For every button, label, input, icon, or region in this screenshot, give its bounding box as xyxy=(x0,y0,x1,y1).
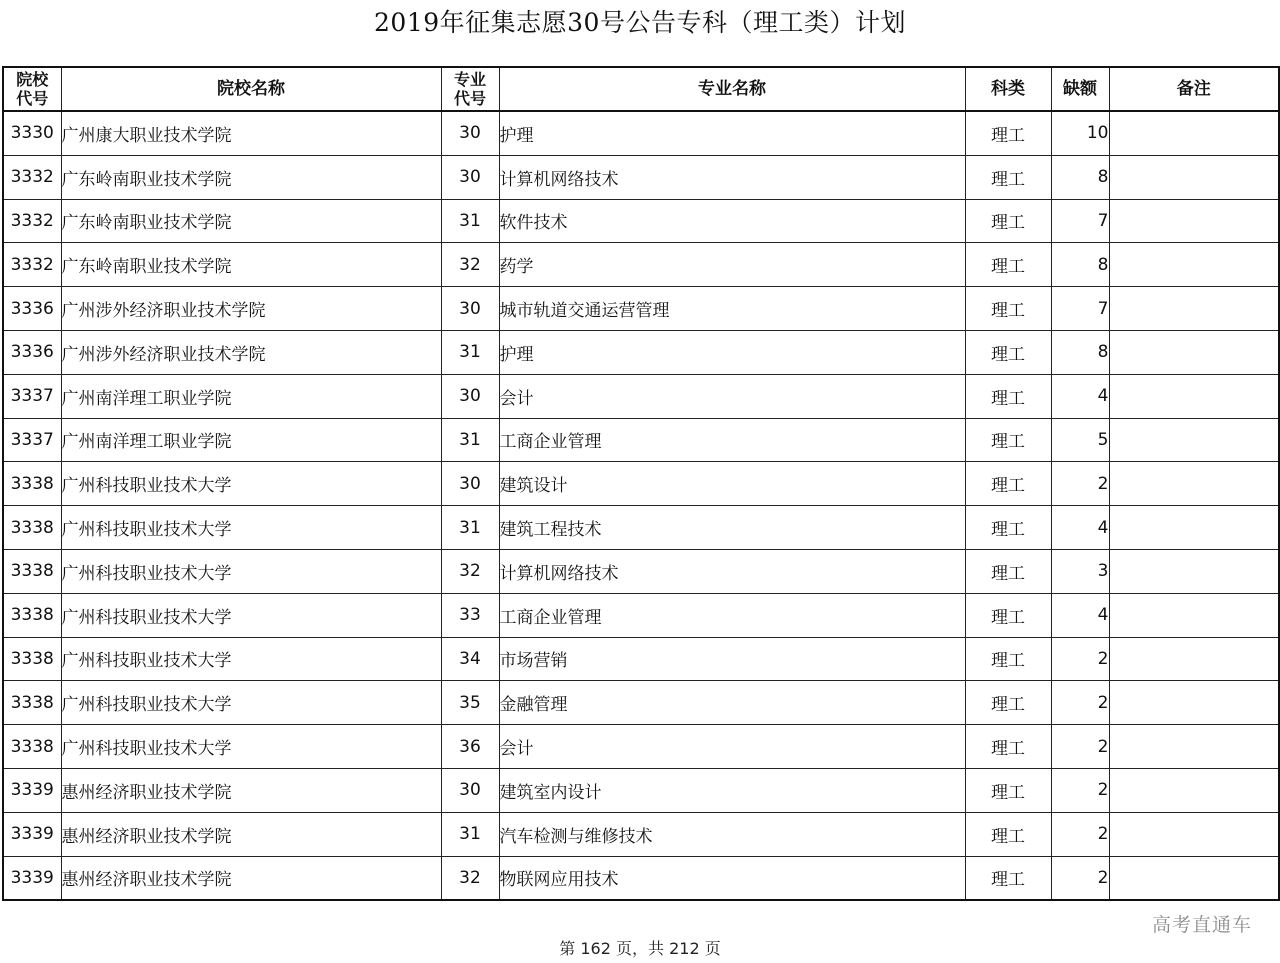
cell-category: 理工 xyxy=(965,506,1051,550)
cell-note xyxy=(1109,681,1279,725)
cell-quota: 2 xyxy=(1051,768,1109,812)
cell-school-name: 广东岭南职业技术学院 xyxy=(61,155,441,199)
cell-school-code: 3339 xyxy=(3,856,61,900)
cell-category: 理工 xyxy=(965,768,1051,812)
header-school-code xyxy=(3,67,61,111)
cell-note xyxy=(1109,243,1279,287)
cell-note xyxy=(1109,593,1279,637)
cell-school-name: 惠州经济职业技术学院 xyxy=(61,768,441,812)
cell-school-name: 惠州经济职业技术学院 xyxy=(61,812,441,856)
table-row xyxy=(3,418,1279,462)
table-row xyxy=(3,768,1279,812)
cell-note xyxy=(1109,725,1279,769)
cell-category: 理工 xyxy=(965,812,1051,856)
cell-quota: 4 xyxy=(1051,593,1109,637)
cell-major-code: 33 xyxy=(441,593,499,637)
table-row xyxy=(3,199,1279,243)
cell-note xyxy=(1109,637,1279,681)
cell-category: 理工 xyxy=(965,199,1051,243)
table-row xyxy=(3,637,1279,681)
table-row xyxy=(3,812,1279,856)
cell-note xyxy=(1109,111,1279,155)
cell-quota: 7 xyxy=(1051,287,1109,331)
cell-school-name: 广州科技职业技术大学 xyxy=(61,593,441,637)
cell-quota: 2 xyxy=(1051,856,1109,900)
cell-major-name: 市场营销 xyxy=(499,637,965,681)
cell-category: 理工 xyxy=(965,155,1051,199)
cell-school-name: 广东岭南职业技术学院 xyxy=(61,199,441,243)
cell-quota: 10 xyxy=(1051,111,1109,155)
cell-school-code: 3332 xyxy=(3,243,61,287)
cell-school-name: 广州涉外经济职业技术学院 xyxy=(61,330,441,374)
cell-quota: 4 xyxy=(1051,374,1109,418)
cell-major-code: 32 xyxy=(441,549,499,593)
table-row xyxy=(3,856,1279,900)
table-row xyxy=(3,593,1279,637)
cell-note xyxy=(1109,287,1279,331)
cell-school-name: 广州科技职业技术大学 xyxy=(61,725,441,769)
cell-school-name: 广东岭南职业技术学院 xyxy=(61,243,441,287)
header-major-code xyxy=(441,67,499,111)
table-row xyxy=(3,287,1279,331)
cell-major-name: 会计 xyxy=(499,374,965,418)
cell-school-code: 3338 xyxy=(3,462,61,506)
cell-school-name: 惠州经济职业技术学院 xyxy=(61,856,441,900)
cell-major-code: 31 xyxy=(441,330,499,374)
cell-quota: 3 xyxy=(1051,549,1109,593)
header-school-name: 院校名称 xyxy=(61,67,441,111)
cell-quota: 2 xyxy=(1051,681,1109,725)
cell-category: 理工 xyxy=(965,549,1051,593)
cell-note xyxy=(1109,549,1279,593)
cell-category: 理工 xyxy=(965,374,1051,418)
cell-major-name: 会计 xyxy=(499,725,965,769)
cell-major-name: 软件技术 xyxy=(499,199,965,243)
cell-quota: 8 xyxy=(1051,155,1109,199)
cell-school-code: 3338 xyxy=(3,681,61,725)
cell-note xyxy=(1109,330,1279,374)
cell-school-name: 广州涉外经济职业技术学院 xyxy=(61,287,441,331)
cell-note xyxy=(1109,374,1279,418)
table-body xyxy=(3,111,1279,900)
cell-note xyxy=(1109,155,1279,199)
cell-school-code: 3338 xyxy=(3,506,61,550)
table-row xyxy=(3,681,1279,725)
watermark: 高考直通车 xyxy=(1151,914,1252,936)
cell-major-code: 36 xyxy=(441,725,499,769)
cell-note xyxy=(1109,199,1279,243)
cell-major-name: 汽车检测与维修技术 xyxy=(499,812,965,856)
cell-school-code: 3337 xyxy=(3,418,61,462)
cell-major-code: 32 xyxy=(441,856,499,900)
table-row xyxy=(3,506,1279,550)
cell-category: 理工 xyxy=(965,418,1051,462)
cell-major-name: 建筑工程技术 xyxy=(499,506,965,550)
table-row xyxy=(3,111,1279,155)
cell-major-name: 金融管理 xyxy=(499,681,965,725)
cell-major-name: 建筑设计 xyxy=(499,462,965,506)
cell-quota: 2 xyxy=(1051,462,1109,506)
header-note: 备注 xyxy=(1109,67,1279,111)
cell-category: 理工 xyxy=(965,330,1051,374)
cell-category: 理工 xyxy=(965,243,1051,287)
cell-school-name: 广州科技职业技术大学 xyxy=(61,681,441,725)
cell-category: 理工 xyxy=(965,681,1051,725)
cell-school-name: 广州康大职业技术学院 xyxy=(61,111,441,155)
cell-category: 理工 xyxy=(965,111,1051,155)
cell-note xyxy=(1109,812,1279,856)
cell-major-code: 30 xyxy=(441,374,499,418)
header-school-code-line1: 院校 xyxy=(16,70,49,89)
cell-major-code: 31 xyxy=(441,506,499,550)
cell-major-code: 30 xyxy=(441,768,499,812)
header-quota: 缺额 xyxy=(1051,67,1109,111)
cell-major-name: 计算机网络技术 xyxy=(499,155,965,199)
cell-quota: 2 xyxy=(1051,812,1109,856)
cell-quota: 4 xyxy=(1051,506,1109,550)
table-row xyxy=(3,725,1279,769)
cell-major-code: 30 xyxy=(441,462,499,506)
cell-school-code: 3339 xyxy=(3,768,61,812)
cell-note xyxy=(1109,418,1279,462)
cell-category: 理工 xyxy=(965,287,1051,331)
cell-major-name: 物联网应用技术 xyxy=(499,856,965,900)
table-row xyxy=(3,243,1279,287)
cell-quota: 2 xyxy=(1051,725,1109,769)
cell-major-name: 计算机网络技术 xyxy=(499,549,965,593)
table-row xyxy=(3,330,1279,374)
header-school-code-line2: 代号 xyxy=(16,89,49,108)
cell-major-name: 药学 xyxy=(499,243,965,287)
header-major-code-line1: 专业 xyxy=(453,70,486,89)
cell-school-code: 3338 xyxy=(3,593,61,637)
cell-school-name: 广州科技职业技术大学 xyxy=(61,462,441,506)
cell-quota: 7 xyxy=(1051,199,1109,243)
table-row xyxy=(3,374,1279,418)
cell-note xyxy=(1109,856,1279,900)
cell-school-code: 3332 xyxy=(3,155,61,199)
cell-school-code: 3337 xyxy=(3,374,61,418)
cell-major-name: 城市轨道交通运营管理 xyxy=(499,287,965,331)
cell-school-code: 3339 xyxy=(3,812,61,856)
cell-note xyxy=(1109,506,1279,550)
cell-school-code: 3338 xyxy=(3,637,61,681)
cell-major-code: 30 xyxy=(441,287,499,331)
header-category: 科类 xyxy=(965,67,1051,111)
cell-school-name: 广州科技职业技术大学 xyxy=(61,637,441,681)
cell-major-name: 建筑室内设计 xyxy=(499,768,965,812)
plan-table xyxy=(2,66,1280,901)
page-footer: 第 162 页，共 212 页 xyxy=(559,939,721,958)
cell-category: 理工 xyxy=(965,462,1051,506)
cell-note xyxy=(1109,768,1279,812)
header-major-code-line2: 代号 xyxy=(453,89,486,108)
cell-category: 理工 xyxy=(965,637,1051,681)
cell-category: 理工 xyxy=(965,856,1051,900)
cell-quota: 8 xyxy=(1051,330,1109,374)
cell-school-code: 3330 xyxy=(3,111,61,155)
cell-quota: 2 xyxy=(1051,637,1109,681)
cell-school-code: 3338 xyxy=(3,549,61,593)
cell-major-code: 31 xyxy=(441,199,499,243)
cell-category: 理工 xyxy=(965,593,1051,637)
table-row xyxy=(3,155,1279,199)
cell-school-name: 广州科技职业技术大学 xyxy=(61,506,441,550)
cell-school-name: 广州科技职业技术大学 xyxy=(61,549,441,593)
cell-school-name: 广州南洋理工职业学院 xyxy=(61,374,441,418)
cell-school-code: 3336 xyxy=(3,287,61,331)
cell-school-code: 3338 xyxy=(3,725,61,769)
cell-school-name: 广州南洋理工职业学院 xyxy=(61,418,441,462)
cell-major-name: 护理 xyxy=(499,111,965,155)
cell-major-code: 32 xyxy=(441,243,499,287)
cell-major-code: 30 xyxy=(441,111,499,155)
cell-major-code: 31 xyxy=(441,812,499,856)
cell-note xyxy=(1109,462,1279,506)
cell-school-code: 3332 xyxy=(3,199,61,243)
cell-quota: 5 xyxy=(1051,418,1109,462)
cell-major-code: 34 xyxy=(441,637,499,681)
cell-major-code: 31 xyxy=(441,418,499,462)
table-header-row xyxy=(3,67,1279,111)
cell-major-name: 工商企业管理 xyxy=(499,593,965,637)
cell-major-code: 30 xyxy=(441,155,499,199)
table-row xyxy=(3,462,1279,506)
table-row xyxy=(3,549,1279,593)
cell-major-name: 工商企业管理 xyxy=(499,418,965,462)
header-major-name: 专业名称 xyxy=(499,67,965,111)
cell-category: 理工 xyxy=(965,725,1051,769)
cell-school-code: 3336 xyxy=(3,330,61,374)
page-title: 2019年征集志愿30号公告专科（理工类）计划 xyxy=(374,8,906,37)
cell-quota: 8 xyxy=(1051,243,1109,287)
cell-major-code: 35 xyxy=(441,681,499,725)
cell-major-name: 护理 xyxy=(499,330,965,374)
